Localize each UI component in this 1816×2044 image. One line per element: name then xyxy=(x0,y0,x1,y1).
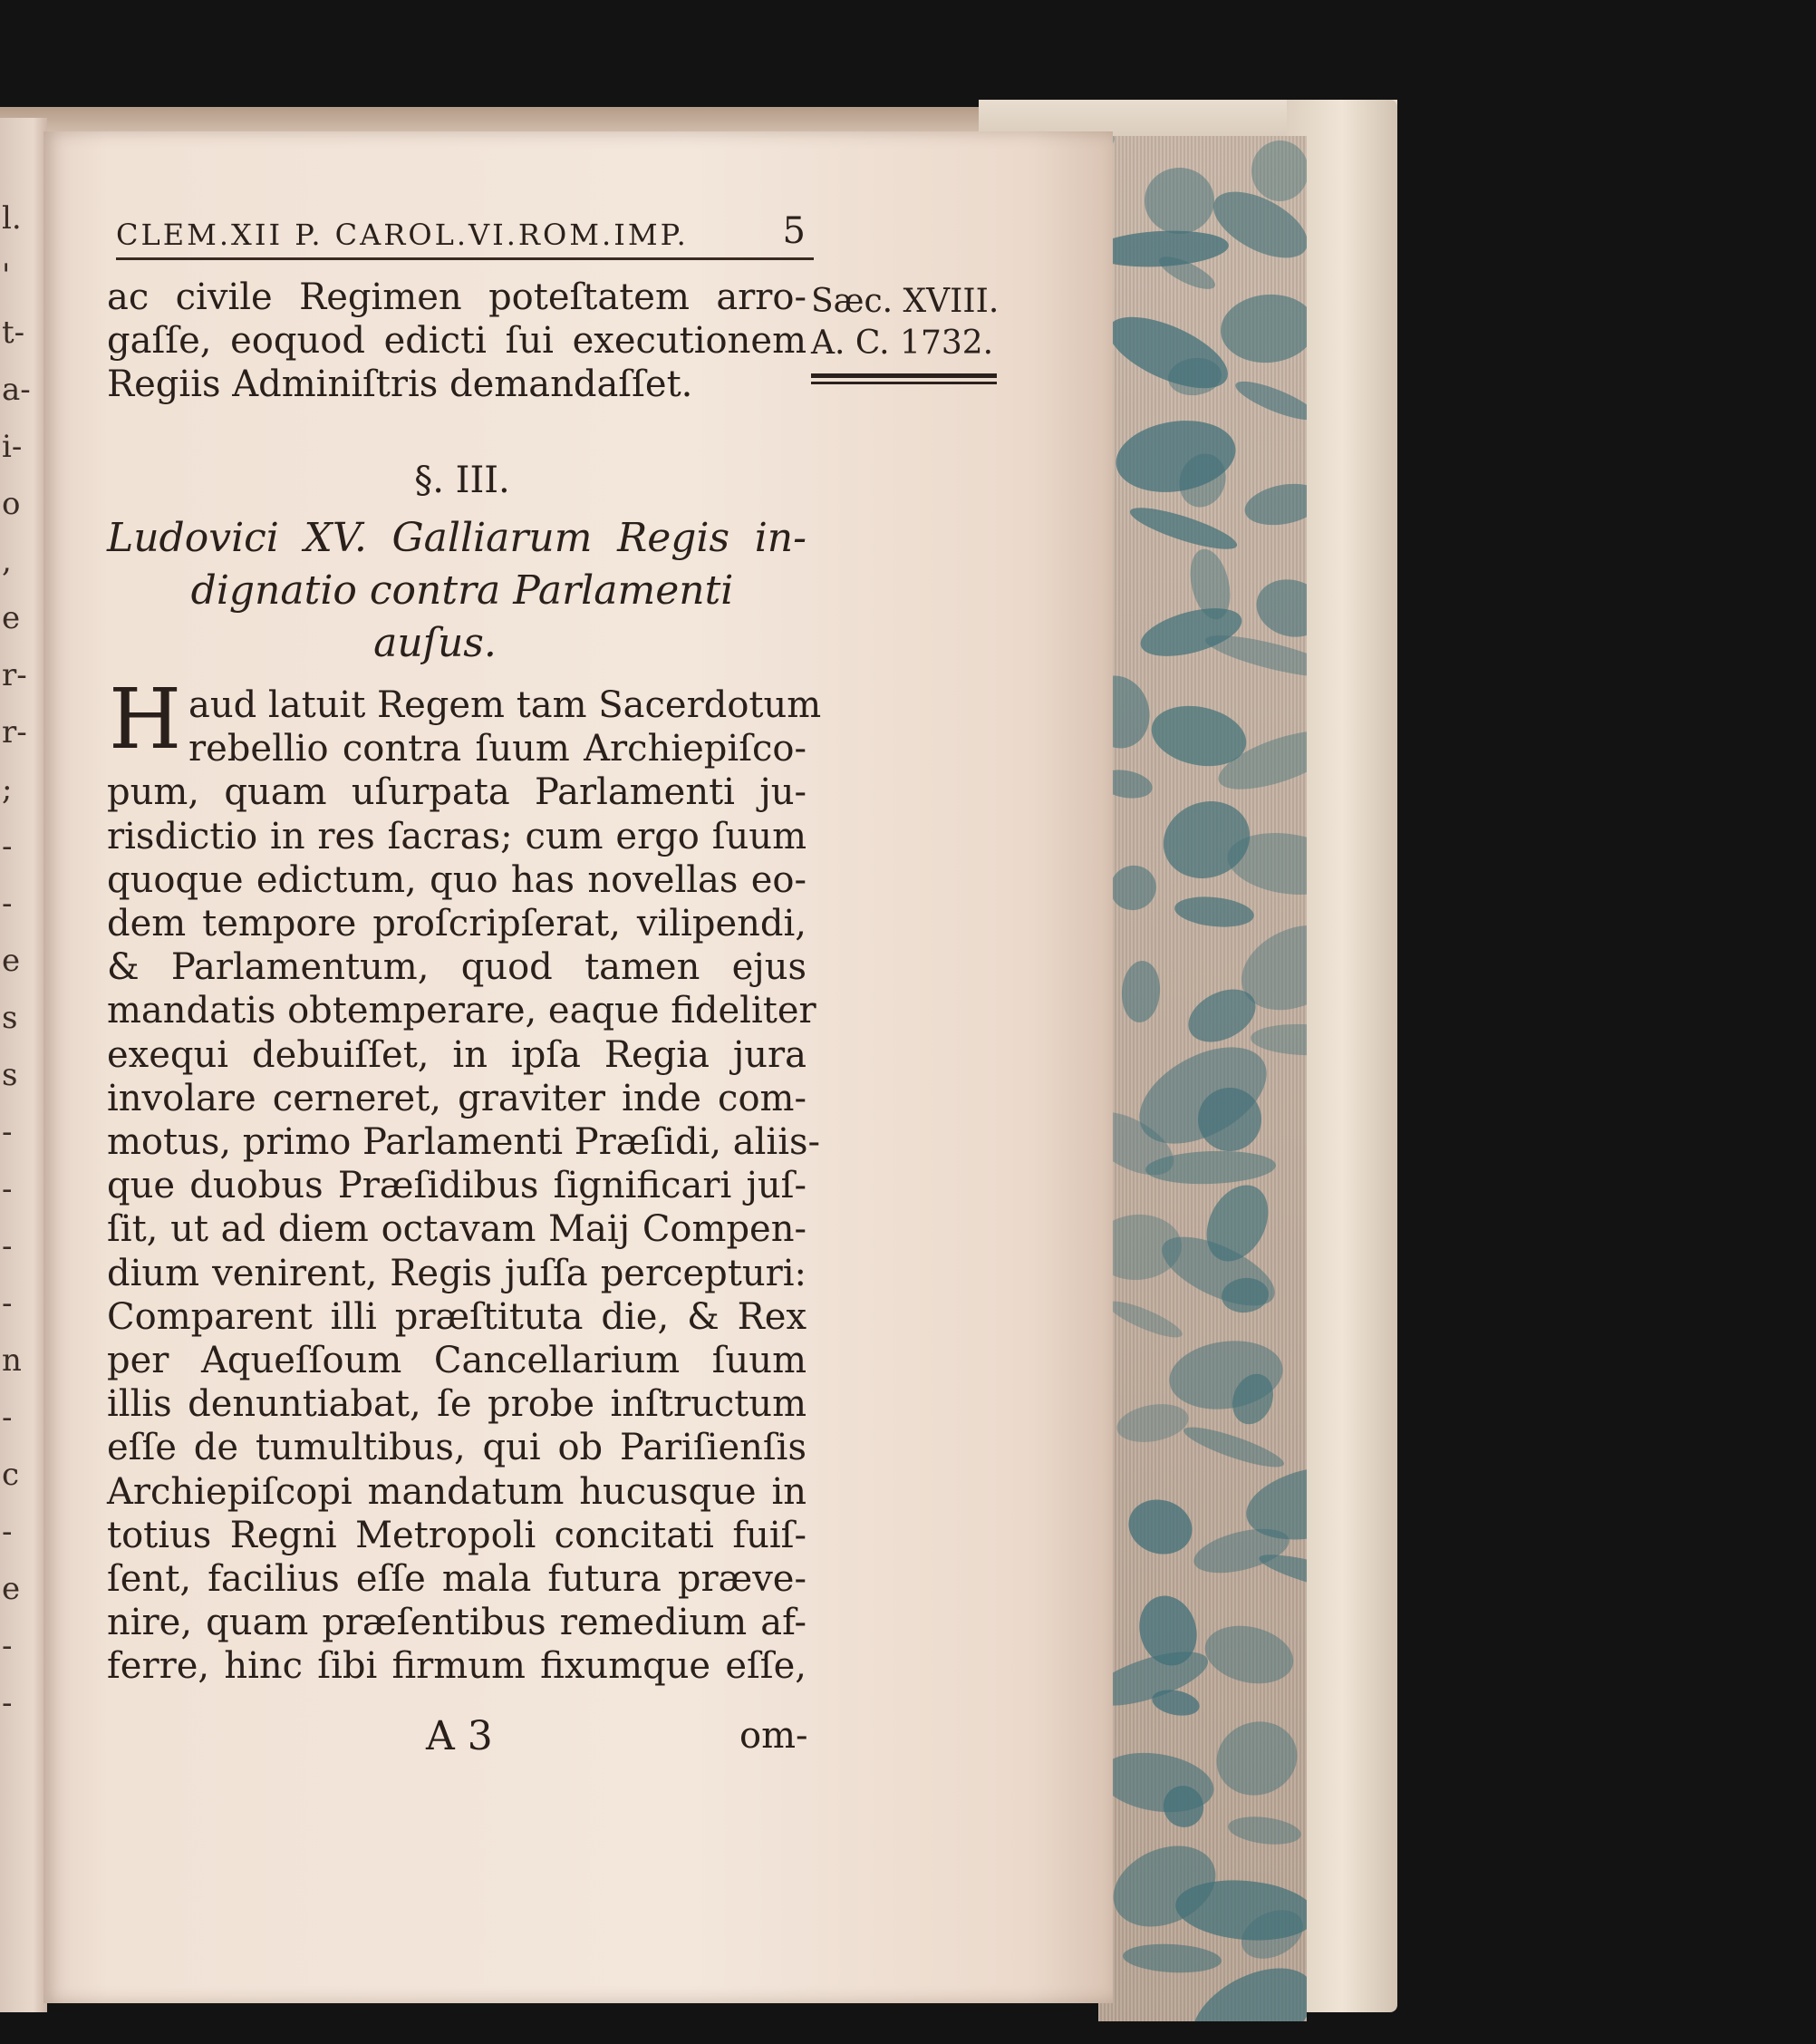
paragraph-line: involare cerneret, graviter inde com- xyxy=(107,1077,807,1119)
paragraph-line: exequi debuiſſet, in ipſa Regia jura xyxy=(107,1033,807,1076)
paragraph-line: per Aqueſſoum Cancellarium ſuum xyxy=(107,1340,807,1381)
paragraph-line: dium venirent, Regis juſſa percepturi: xyxy=(107,1252,807,1294)
margin-char: c xyxy=(2,1457,20,1493)
marble-blob xyxy=(1227,1813,1303,1848)
margin-char: r- xyxy=(2,657,27,693)
margin-char: e xyxy=(2,1571,21,1607)
margin-char: e xyxy=(2,600,21,636)
marble-blob xyxy=(1206,1710,1307,1807)
marble-blob xyxy=(1126,499,1241,557)
paragraph-line: ſit, ut ad diem octavam Maij Compen- xyxy=(107,1208,807,1251)
heading-line: Ludovici XV. Galliarum Regis in- xyxy=(107,515,807,561)
intro-line: ac civile Regimen poteſtatem arro- xyxy=(107,276,807,318)
margin-note-year: A. C. 1732. xyxy=(811,325,994,362)
marble-blob xyxy=(1251,140,1307,201)
marble-blob xyxy=(1250,1022,1307,1057)
margin-char: e xyxy=(2,943,21,979)
margin-char: - xyxy=(2,1228,13,1264)
margin-char: - xyxy=(2,1171,13,1207)
margin-note xyxy=(811,281,1006,384)
paragraph-line: & Parlamentum, quod tamen ejus xyxy=(107,946,807,989)
paragraph-line: Archiepiſcopi mandatum hucusque in xyxy=(107,1470,807,1513)
marble-blob xyxy=(1120,960,1163,1024)
paragraph-line: dem tempore proſcripſerat, vilipendi, xyxy=(107,903,807,945)
paragraph-line: que duobus Præſidibus ſignificari juſ- xyxy=(107,1165,807,1207)
marble-blob xyxy=(1190,1521,1294,1582)
margin-char: o xyxy=(2,486,21,522)
drop-cap: H xyxy=(109,671,182,768)
paragraph-line: aud latuit Regem tam Sacerdotum xyxy=(188,684,822,726)
marbled-fore-edge xyxy=(1098,136,1307,2021)
margin-char: l. xyxy=(2,200,22,237)
margin-char: - xyxy=(2,1685,13,1721)
intro-line: gaſſe, eoquod edicti ſui executionem xyxy=(107,320,807,362)
marble-blob xyxy=(1122,1492,1199,1562)
marble-blob xyxy=(1180,1420,1287,1475)
marble-blob xyxy=(1122,1942,1222,1975)
marble-blob xyxy=(1256,1547,1307,1603)
margin-char: - xyxy=(2,1285,13,1322)
paragraph-line: motus, primo Parlamenti Præſidi, aliis- xyxy=(107,1121,821,1163)
margin-char: ; xyxy=(2,771,13,808)
marble-blob xyxy=(1144,167,1214,234)
margin-char: s xyxy=(2,1057,18,1093)
margin-char: - xyxy=(2,828,13,865)
paragraph-line: pum, quam uſurpata Parlamenti ju- xyxy=(107,771,807,814)
section-number: §. III. xyxy=(414,460,510,501)
marble-blob xyxy=(1241,478,1307,531)
margin-char: t- xyxy=(2,315,25,351)
margin-char: - xyxy=(2,1628,13,1664)
paragraph-line: ferre, hinc ſibi firmum fixumque eſſe, xyxy=(107,1645,807,1688)
signature-mark: A 3 xyxy=(426,1713,493,1759)
heading-line: auſus. xyxy=(373,620,497,666)
paragraph-line: mandatis obtemperare, eaque fideliter xyxy=(107,990,816,1032)
paragraph-line: nire, quam præſentibus remedium af- xyxy=(107,1602,807,1644)
intro-line: Regiis Adminiſtris demandaſſet. xyxy=(107,363,693,405)
marble-blob xyxy=(1198,1088,1261,1151)
margin-note-century: Sæc. XVIII. xyxy=(811,283,1000,320)
margin-char: - xyxy=(2,1114,13,1150)
marble-blob xyxy=(1174,893,1256,930)
marble-blob xyxy=(1098,303,1237,403)
margin-char: i- xyxy=(2,429,23,465)
paragraph-line: illis denuntiabat, ſe probe inſtructum xyxy=(107,1383,807,1426)
margin-char: s xyxy=(2,1000,18,1036)
previous-page-edge xyxy=(0,118,47,2012)
marble-blob xyxy=(1232,374,1307,427)
paragraph-line: ſent, facilius eſſe mala futura præve- xyxy=(107,1558,807,1600)
margin-char: a- xyxy=(2,372,31,408)
heading-line: dignatio contra Parlamenti xyxy=(190,567,734,614)
paragraph-line: rebellio contra ſuum Archiepiſco- xyxy=(188,728,807,770)
margin-char: - xyxy=(2,886,13,922)
marble-blob xyxy=(1250,571,1307,644)
paragraph-line: totius Regni Metropoli concitati fuiſ- xyxy=(107,1514,807,1556)
paragraph-line: risdictio in res ſacras; cum ergo ſuum xyxy=(107,815,807,857)
margin-char: n xyxy=(2,1342,22,1379)
marble-blob xyxy=(1199,1618,1299,1692)
margin-char: - xyxy=(2,1514,13,1550)
marble-blob xyxy=(1218,291,1307,367)
previous-page-margin-text xyxy=(2,190,38,1732)
marble-blob xyxy=(1104,1294,1185,1343)
margin-char: ' xyxy=(2,257,11,294)
marble-blob xyxy=(1114,1399,1192,1447)
paragraph-line: eſſe de tumultibus, qui ob Pariſienſis xyxy=(107,1427,807,1469)
running-head xyxy=(116,210,814,260)
margin-char: , xyxy=(2,543,12,579)
margin-note-rule xyxy=(811,373,997,378)
margin-char: r- xyxy=(2,714,27,751)
margin-char: - xyxy=(2,1400,13,1436)
margin-note-rule-thin xyxy=(811,382,997,384)
running-head-title: CLEM.XII P. CAROL.VI.ROM.IMP. xyxy=(116,218,689,252)
catchword: om- xyxy=(739,1715,808,1757)
paragraph-line: Comparent illi præſtituta die, & Rex xyxy=(107,1295,807,1338)
marble-blob xyxy=(1150,1686,1202,1719)
page-number: 5 xyxy=(782,210,808,252)
paragraph-line: quoque edictum, quo has novellas eo- xyxy=(107,858,807,901)
